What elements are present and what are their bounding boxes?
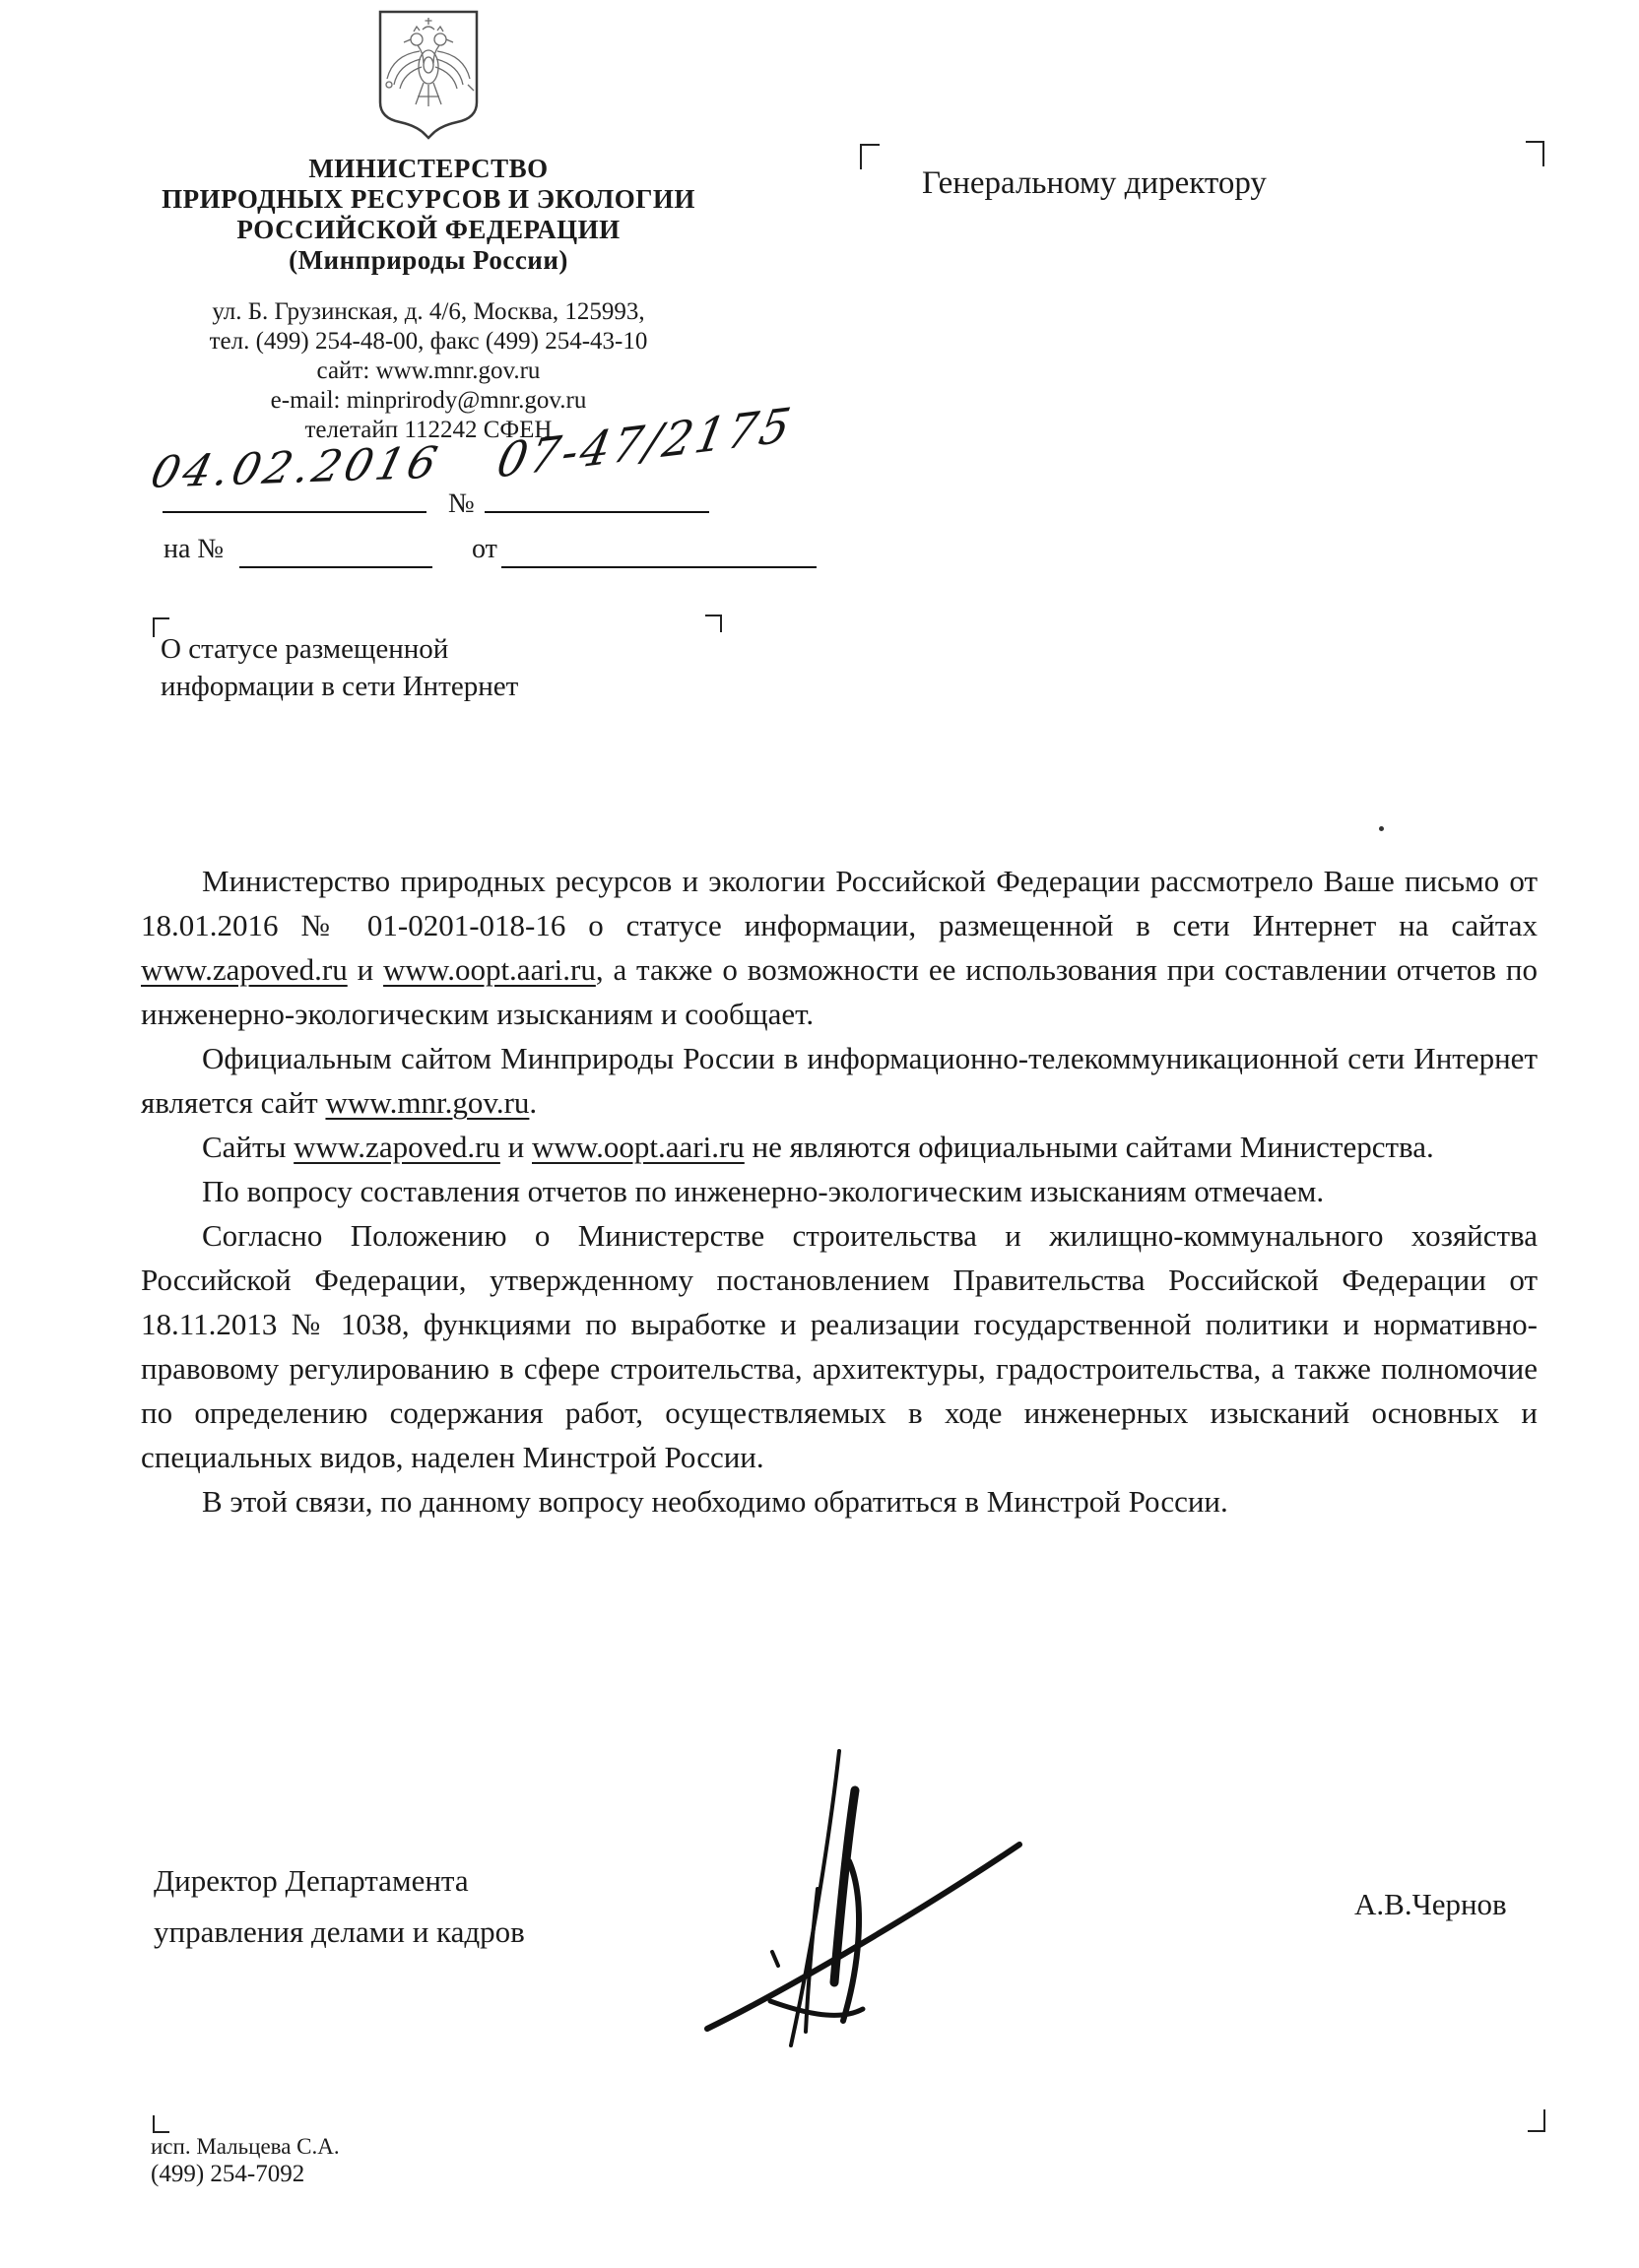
underlined-url: www.oopt.aari.ru — [383, 952, 596, 987]
paragraph-text: и — [347, 952, 384, 987]
subject-block — [161, 630, 518, 705]
ministry-name-line: РОССИЙСКОЙ ФЕДЕРАЦИИ — [236, 215, 621, 244]
corner-mark-recipient-right — [1526, 141, 1544, 166]
executor-phone: (499) 254-7092 — [151, 2161, 305, 2187]
reply-date-underline — [501, 566, 817, 568]
signer-name: А.В.Чернов — [1354, 1887, 1507, 1921]
corner-mark-bottom-right — [1528, 2109, 1545, 2132]
reply-number-underline — [239, 566, 432, 568]
paragraph-text: Согласно Положению о Министерстве строительства и жилищно-коммунального хозяйства Российской Федерации, утвержденному постановлением Правительства Российской Федерации от 18.11.2013 № 1038, функциями по выработке и реализации государственной политики и нормативно-правовому регулированию в сфере строительства, архитектуры, градостроительства, а также полномочие по определению содержания работ, осуществляемых в ходе инженерных изысканий основных и специальных видов, наделен Минстрой России. — [141, 1218, 1538, 1474]
underlined-url: www.zapoved.ru — [294, 1130, 500, 1164]
paragraph-text: В этой связи, по данному вопросу необходимо обратиться в Минстрой России. — [202, 1484, 1228, 1519]
body-paragraph — [141, 859, 1538, 1036]
body-paragraph — [141, 1036, 1538, 1125]
ministry-address-line: ул. Б. Грузинская, д. 4/6, Москва, 125993, — [212, 298, 645, 325]
body-paragraph — [141, 1169, 1538, 1213]
reply-to-label: на № — [164, 534, 225, 564]
underlined-url: www.mnr.gov.ru — [325, 1085, 530, 1120]
corner-mark-recipient-left — [860, 144, 880, 169]
body-paragraph — [141, 1479, 1538, 1523]
ministry-address-line: e-mail: minprirody@mnr.gov.ru — [270, 387, 587, 414]
body-paragraph — [141, 1125, 1538, 1169]
ministry-name-line: (Минприроды России) — [289, 245, 568, 275]
executor-block — [151, 2133, 340, 2188]
paragraph-text: , а также о возможности ее использования при составлении отчетов по инженерно-экологическим изысканиям и сообщает. — [141, 952, 1538, 1031]
paragraph-text: Министерство природных ресурсов и экологии Российской Федерации рассмотрело Ваше письмо от 18.01.2016 № 01-0201-018-16 о статусе информации, размещенной в сети Интернет на сайтах — [141, 864, 1538, 942]
corner-mark-subject-right — [705, 615, 722, 632]
body-paragraphs — [141, 859, 1538, 1523]
date-underline — [163, 511, 426, 513]
subject-line-2: информации в сети Интернет — [161, 671, 519, 702]
underlined-url: www.zapoved.ru — [141, 952, 348, 987]
number-underline — [485, 511, 709, 513]
signer-position — [154, 1855, 525, 1958]
paragraph-text: . — [529, 1085, 538, 1120]
subject-line-1: О статусе размещенной — [161, 633, 449, 665]
reply-from-label: от — [472, 534, 497, 564]
scan-speck — [1379, 826, 1384, 831]
signer-position-line-1: Директор Департамента — [154, 1863, 469, 1898]
number-sign-label: № — [448, 488, 475, 519]
paragraph-text: Официальным сайтом Минприроды России в информационно-телекоммуникационной сети Интернет является сайт — [141, 1041, 1538, 1120]
handwritten-date: 04.02.2016 — [146, 437, 446, 498]
letterhead — [118, 0, 739, 445]
paragraph-text: По вопросу составления отчетов по инженерно-экологическим изысканиям отмечаем. — [202, 1174, 1325, 1208]
handwritten-signature — [650, 1696, 1103, 2070]
ministry-name-line: ПРИРОДНЫХ РЕСУРСОВ И ЭКОЛОГИИ — [162, 184, 695, 214]
ministry-address-line: сайт: www.mnr.gov.ru — [316, 357, 541, 384]
body-paragraph — [141, 1213, 1538, 1479]
executor-name: исп. Мальцева С.А. — [151, 2134, 340, 2159]
paragraph-text: Сайты — [202, 1130, 295, 1164]
russia-coat-of-arms-icon — [373, 8, 484, 140]
ministry-address-line: телетайп 112242 СФЕН — [304, 417, 553, 443]
ministry-name — [118, 154, 739, 276]
handwritten-number: 07-47/2175 — [492, 397, 798, 489]
underlined-url: www.oopt.aari.ru — [532, 1130, 745, 1164]
recipient-line: Генеральному директору — [922, 165, 1267, 201]
ministry-address-line: тел. (499) 254-48-00, факс (499) 254-43-10 — [209, 328, 648, 355]
corner-mark-footer-left — [153, 2115, 169, 2133]
signer-position-line-2: управления делами и кадров — [154, 1914, 525, 1949]
ministry-name-line: МИНИСТЕРСТВО — [308, 154, 549, 183]
paragraph-text: не являются официальными сайтами Министерства. — [744, 1130, 1434, 1164]
paragraph-text: и — [499, 1130, 532, 1164]
